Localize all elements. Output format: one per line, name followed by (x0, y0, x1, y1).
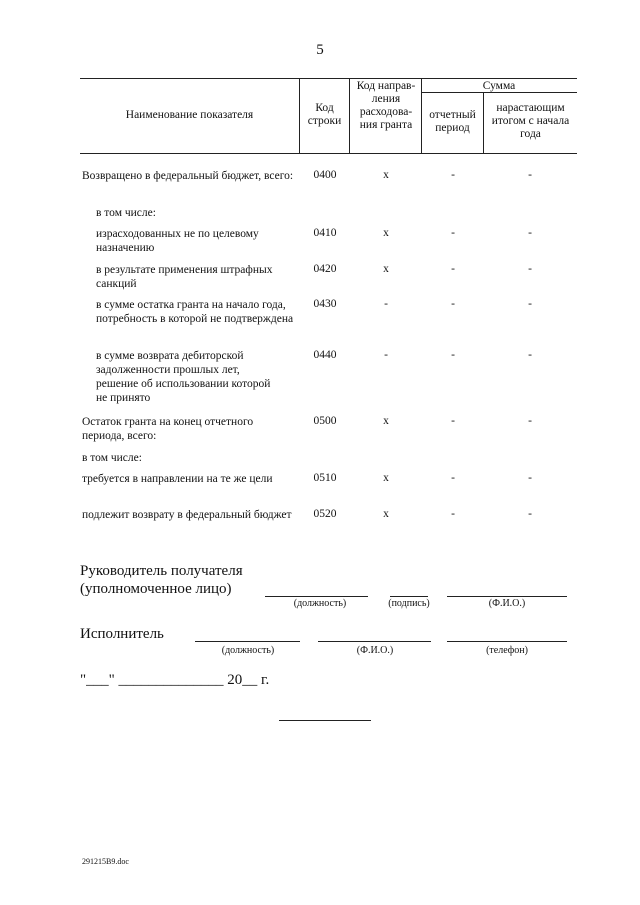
file-name: 291215B9.doc (82, 857, 129, 866)
row-code: 0500 (313, 415, 337, 427)
row-sum-period: - (451, 263, 455, 275)
executor-title: Исполнитель (80, 626, 164, 642)
row-direction: - (384, 349, 388, 361)
signature-line (195, 641, 300, 642)
row-code: 0440 (313, 349, 337, 361)
row-direction: х (383, 227, 389, 239)
header-sum: Сумма (482, 80, 516, 92)
row-direction: х (383, 263, 389, 275)
caption-full-name: (Ф.И.О.) (356, 645, 394, 656)
caption-position: (должность) (221, 645, 275, 656)
row-sum-period: - (451, 298, 455, 310)
row-label: Остаток гранта на конец отчетного периода, всего: (82, 416, 254, 442)
row-direction: х (383, 472, 389, 484)
row-label: в том числе: (82, 452, 142, 464)
table-top-border (80, 78, 577, 79)
head-title-line2: (уполномоченное лицо) (80, 581, 232, 597)
row-sum-period: - (451, 227, 455, 239)
signature-line (390, 596, 428, 597)
header-cumulative: нарастающим итогом с начала года (491, 102, 570, 140)
column-divider (349, 78, 350, 153)
row-sum-cumulative: - (528, 415, 532, 427)
row-code: 0400 (313, 169, 337, 181)
row-sum-cumulative: - (528, 227, 532, 239)
table-header-bottom-border (80, 153, 577, 154)
row-sum-period: - (451, 508, 455, 520)
row-label: в результате применения штрафных санкций (96, 264, 273, 290)
row-label: в сумме остатка гранта на начало года, потребность в которой не подтверждена (96, 299, 294, 325)
row-sum-period: - (451, 472, 455, 484)
header-reporting-period: отчетный период (429, 109, 476, 134)
row-direction: х (383, 415, 389, 427)
row-label: в том числе: (96, 207, 156, 219)
row-sum-period: - (451, 415, 455, 427)
row-sum-cumulative: - (528, 508, 532, 520)
row-label: требуется в направлении на те же цели (82, 473, 273, 485)
row-sum-cumulative: - (528, 169, 532, 181)
closing-separator (279, 720, 371, 721)
caption-phone: (телефон) (486, 645, 528, 656)
row-direction: х (383, 169, 389, 181)
row-code: 0510 (313, 472, 337, 484)
page-number: 5 (316, 42, 324, 58)
row-direction: х (383, 508, 389, 520)
row-code: 0420 (313, 263, 337, 275)
row-label: израсходованных не по целевому назначению (96, 228, 259, 254)
signature-line (265, 596, 368, 597)
date-line: "___" ______________ 20__ г. (80, 672, 270, 688)
caption-full-name: (Ф.И.О.) (488, 598, 526, 609)
head-title-line1: Руководитель получателя (80, 563, 243, 579)
header-name: Наименование показателя (125, 109, 254, 121)
row-code: 0520 (313, 508, 337, 520)
row-sum-cumulative: - (528, 472, 532, 484)
row-sum-cumulative: - (528, 349, 532, 361)
row-sum-cumulative: - (528, 263, 532, 275)
signature-line (318, 641, 431, 642)
row-sum-period: - (451, 169, 455, 181)
caption-position: (должность) (293, 598, 347, 609)
row-label: подлежит возврату в федеральный бюджет (82, 509, 292, 521)
signature-line (447, 596, 567, 597)
caption-signature: (подпись) (388, 598, 430, 609)
row-direction: - (384, 298, 388, 310)
row-code: 0430 (313, 298, 337, 310)
header-code: Код строки (307, 102, 342, 127)
row-label: в сумме возврата дебиторской задолженности прошлых лет, решение об использовании которой не принято (96, 350, 271, 404)
row-sum-cumulative: - (528, 298, 532, 310)
signature-line (447, 641, 567, 642)
row-label: Возвращено в федеральный бюджет, всего: (82, 170, 294, 182)
row-code: 0410 (313, 227, 337, 239)
header-direction-code: Код направ- ления расходова- ния гранта (356, 80, 416, 131)
row-sum-period: - (451, 349, 455, 361)
